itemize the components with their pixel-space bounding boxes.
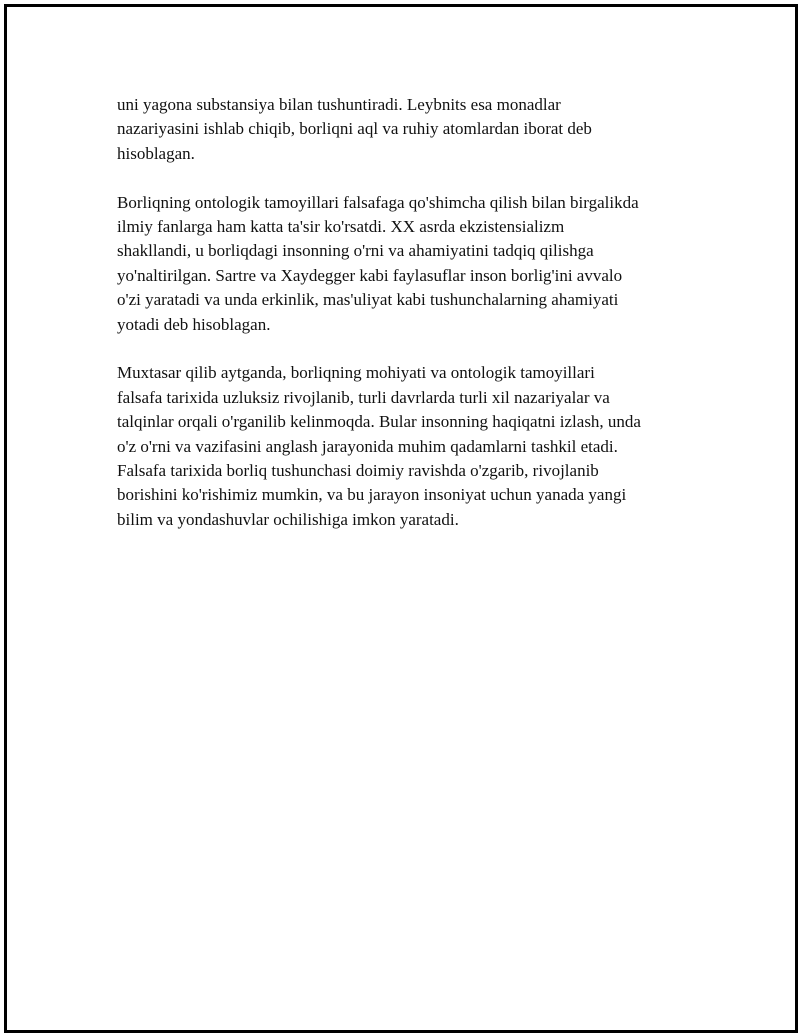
document-body: [117, 93, 697, 557]
paragraph-3: Muxtasar qilib aytganda, borliqning mohiyati va ontologik tamoyillari falsafa tarixida uzluksiz rivojlanib, turli davrlarda turli xil nazariyalar va talqinlar orqali o'rganilib kelinmoqda. Bular insonning haqiqatni izlash, unda o'z o'rni va vazifasini anglash jarayonida muhim qadamlarni tashkil etadi. Falsafa tarixida borliq tushunchasi doimiy ravishda o'zgarib, rivojlanib borishini ko'rishimiz mumkin, va bu jarayon insoniyat uchun yanada yangi bilim va yondashuvlar ochilishiga imkon yaratadi.: [117, 363, 641, 529]
paragraph-1: uni yagona substansiya bilan tushuntiradi. Leybnits esa monadlar nazariyasini ishlab chiqib, borliqni aql va ruhiy atomlardan iborat deb hisoblagan.: [117, 95, 592, 163]
paragraph-2: Borliqning ontologik tamoyillari falsafaga qo'shimcha qilish bilan birgalikda ilmiy fanlarga ham katta ta'sir ko'rsatdi. XX asrda ekzistensializm shakllandi, u borliqdagi insonning o'rni va ahamiyatini tadqiq qilishga yo'naltirilgan. Sartre va Xaydegger kabi faylasuflar inson borlig'ini avvalo o'zi yaratadi va unda erkinlik, mas'uliyat kabi tushunchalarning ahamiyati yotadi deb hisoblagan.: [117, 192, 639, 334]
